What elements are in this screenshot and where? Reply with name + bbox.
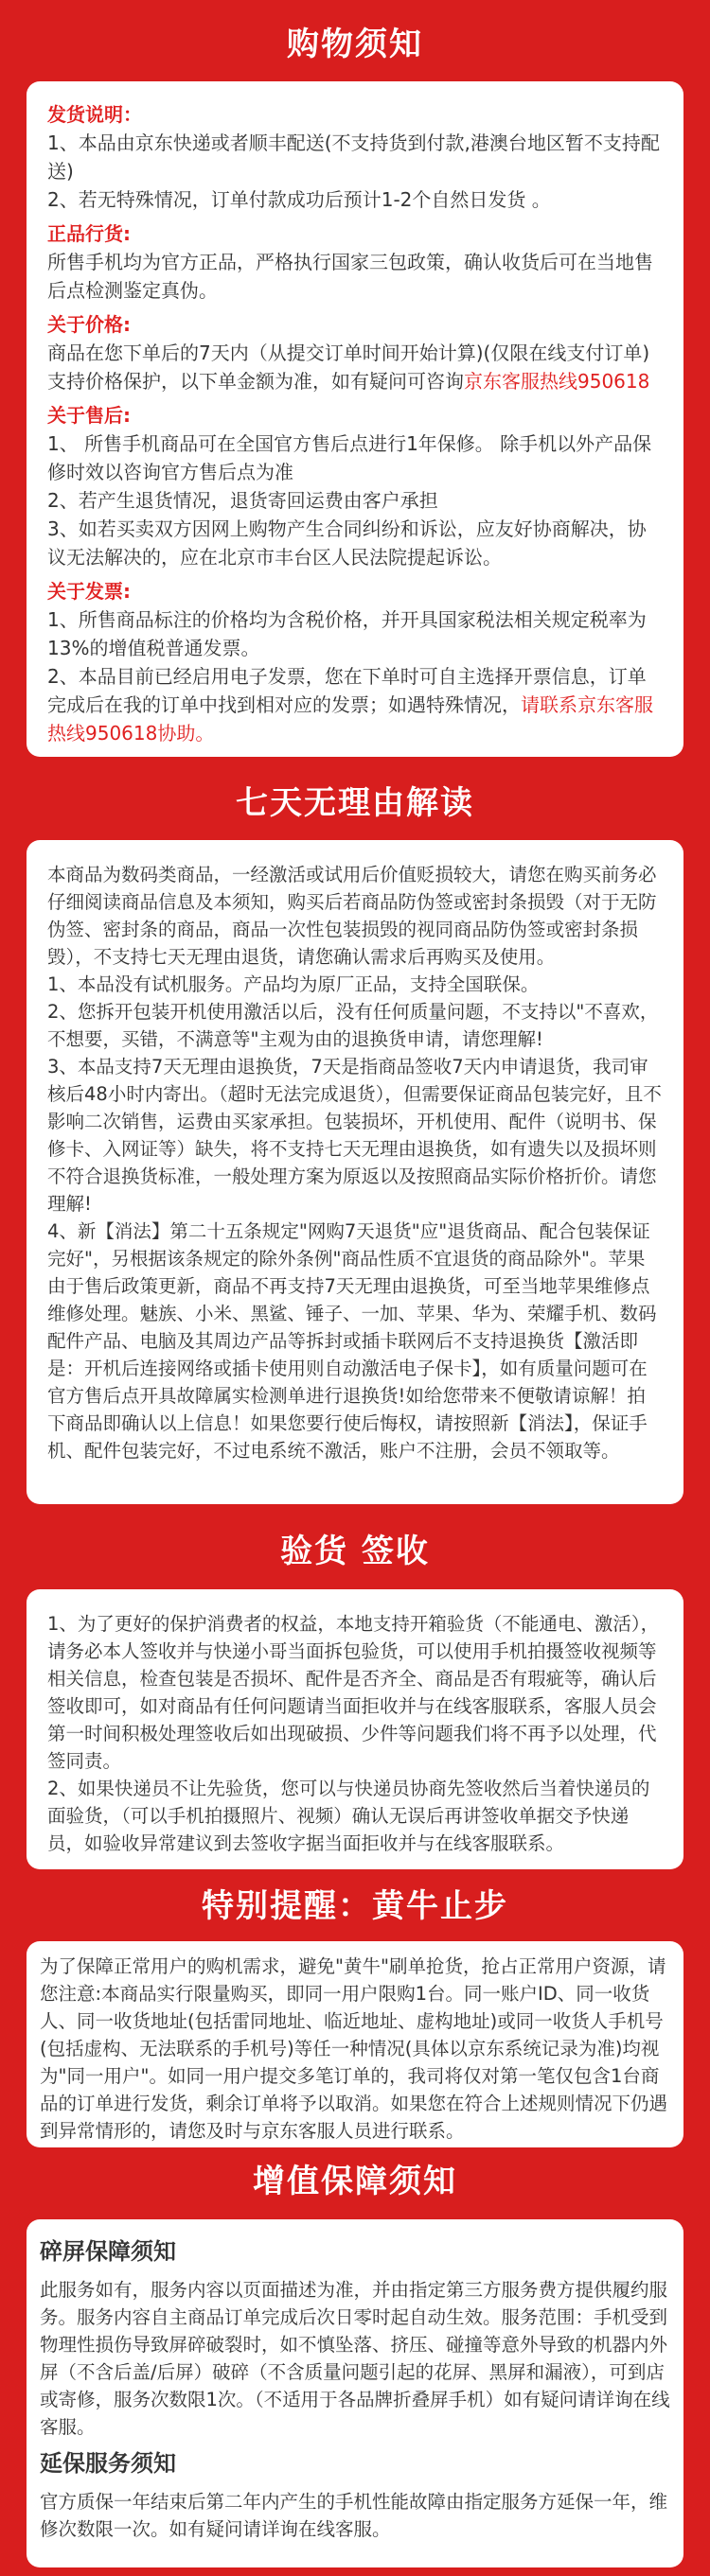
scalper-warning-title: 特别提醒：黄牛止步 bbox=[202, 1887, 508, 1925]
inspection-title: 验货 签收 bbox=[280, 1533, 430, 1570]
extended-warranty-text: 官方质保一年结束后第二年内产生的手机性能故障由指定服务方延保一年，维修次数限一次。如有疑问请详询在线客服。 bbox=[40, 2491, 668, 2540]
return-policy-title: 七天无理由解读 bbox=[236, 784, 474, 822]
price-text bbox=[47, 339, 663, 395]
return-item-1: 1、本品没有试机服务。产品均为原厂正品，支持全国联保。 bbox=[47, 973, 540, 995]
inspection-item-1: 1、为了更好的保护消费者的权益，本地支持开箱验货（不能通电、激活），请务必本人签收并与快递小哥当面拆包验货，可以使用手机拍摄签收视频等相关信息，检查包装是否损坏、配件是否齐全、商品是否有瑕疵等，确认后签收即可，如对商品有任何问题请当面拒收并与在线客服联系，客服人员会第一时间积极处理签收后如出现破损、少件等问题我们将不再予以处理，代签同责。 bbox=[47, 1613, 660, 1772]
return-policy-card bbox=[27, 840, 683, 1504]
aftersale-label: 关于售后: bbox=[47, 404, 131, 427]
price-text-body: 商品在您下单后的7天内（从提交订单时间开始计算)(仅限在线支付订单)支持价格保护，以下单金额为准，如有疑问可咨询 bbox=[47, 342, 650, 393]
price-label: 关于价格: bbox=[47, 313, 131, 336]
return-item-4: 4、新【消法】第二十五条规定"网购7天退货"应"退货商品、配合包装保证完好"，另根据该条规定的除外条例"商品性质不宜退货的商品除外"。苹果由于售后政策更新，商品不再支持7天无理由退换货，可至当地苹果维修点维修处理。魅族、小米、黑鲨、锤子、一加、苹果、华为、荣耀手机、数码配件产品、电脑及其周边产品等拆封或插卡联网后不支持退换货【激活即是：开机后连接网络或插卡使用则自动激活电子保卡】，如有质量问题可在官方售后点开具故障属实检测单进行退换货!如给您带来不便敬请谅解！拍下商品即确认以上信息！如果您要行使后悔权，请按照新【消法】，保证手机、配件包装完好，不过电系统不激活，账户不注册，会员不领取等。 bbox=[47, 1220, 657, 1462]
invoice-item-1: 1、所售商品标注的价格均为含税价格，并开具国家税法相关规定税率为13%的增值税普通发票。 bbox=[47, 608, 647, 659]
aftersale-item-3: 3、如若买卖双方因网上购物产生合同纠纷和诉讼，应友好协商解决，协议无法解决的，应在北京市丰台区人民法院提起诉讼。 bbox=[47, 517, 647, 569]
shipping-item-1: 1、本品由京东快递或者顺丰配送(不支持货到付款,港澳台地区暂不支持配送) bbox=[47, 131, 660, 183]
shopping-notice-title: 购物须知 bbox=[287, 26, 423, 63]
shopping-notice-card bbox=[27, 81, 683, 757]
invoice-item-2-body: 2、本品目前已经启用电子发票，您在下单时可自主选择开票信息，订单完成后在我的订单中找到相对应的发票；如遇特殊情况， bbox=[47, 665, 647, 716]
protection-card bbox=[27, 2219, 683, 2567]
screen-protection-text: 此服务如有，服务内容以页面描述为准，并由指定第三方服务费方提供履约服务。服务内容自主商品订单完成后次日零时起自动生效。服务范围：手机受到物理性损伤导致屏碎破裂时，如不慎坠落、挤压、碰撞等意外导致的机器内外屏（不含后盖/后屏）破碎（不含质量问题引起的花屏、黑屏和漏液），可到店或寄修，服务次数限1次。（不适用于各品牌折叠屏手机）如有疑问请详询在线客服。 bbox=[40, 2279, 670, 2438]
aftersale-item-1: 1、 所售手机商品可在全国官方售后点进行1年保修。 除手机以外产品保修时效以咨询官方售后点为准 bbox=[47, 432, 652, 483]
shipping-label: 发货说明： bbox=[47, 103, 142, 126]
return-intro: 本商品为数码类商品，一经激活或试用后价值贬损较大，请您在购买前务必仔细阅读商品信息及本须知，购买后若商品防伪签或密封条损毁（对于无防伪签、密封条的商品，商品一次性包装损毁的视同商品防伪签或密封条损毁），不支持七天无理由退货，请您确认需求后再购买及使用。 bbox=[47, 864, 657, 968]
price-hotline-link[interactable]: 京东客服热线950618 bbox=[464, 370, 650, 393]
return-item-2: 2、您拆开包装开机使用激活以后，没有任何质量问题，不支持以"不喜欢，不想要，买错，不满意等"主观为由的退换货申请，请您理解! bbox=[47, 1001, 659, 1050]
scalper-warning-text: 为了保障正常用户的购机需求，避免"黄牛"刷单抢货，抢占正常用户资源，请您注意:本商品实行限量购买，即同一用户限购1台。同一账户ID、同一收货人、同一收货地址(包括雷同地址、临近地址、虚构地址)或同一收货人手机号(包括虚构、无法联系的手机号)等任一种情况(具体以京东系统记录为准)均视为"同一用户"。如同一用户提交多笔订单的，我司将仅对第一笔仅包含1台商品的订单进行发货，剩余订单将予以取消。如果您在符合上述规则情况下仍遇到异常情形的，请您及时与京东客服人员进行联系。 bbox=[40, 1955, 668, 2142]
inspection-item-2: 2、如果快递员不让先验货，您可以与快递员协商先签收然后当着快递员的面验货，（可以手机拍摄照片、视频）确认无误后再讲签收单据交予快递员，如验收异常建议到去签收字据当面拒收并与在线客服联系。 bbox=[47, 1778, 650, 1854]
genuine-text: 所售手机均为官方正品，严格执行国家三包政策，确认收货后可在当地售后点检测鉴定真伪。 bbox=[47, 251, 653, 302]
scalper-warning-card bbox=[27, 1941, 683, 2147]
protection-title: 增值保障须知 bbox=[253, 2163, 457, 2200]
invoice-item-2 bbox=[47, 662, 663, 747]
extended-warranty-heading: 延保服务须知 bbox=[40, 2450, 176, 2477]
genuine-label: 正品行货: bbox=[47, 222, 131, 245]
invoice-label: 关于发票: bbox=[47, 580, 131, 603]
shipping-item-2: 2、若无特殊情况，订单付款成功后预计1-2个自然日发货 。 bbox=[47, 188, 551, 211]
return-item-3: 3、本品支持7天无理由退换货，7天是指商品签收7天内申请退货，我司审核后48小时内寄出。（超时无法完成退货），但需要保证商品包装完好，且不影响二次销售，运费由买家承担。包装损坏，开机使用、配件（说明书、保修卡、入网证等）缺失，将不支持七天无理由退换货，如有遗失以及损坏则不符合退换货标准，一般处理方案为原返以及按照商品实际价格折价。请您理解! bbox=[47, 1056, 662, 1215]
screen-protection-heading: 碎屏保障须知 bbox=[40, 2238, 176, 2265]
invoice-hotline-link[interactable]: 请联系京东客服热线950618协助。 bbox=[47, 693, 653, 745]
aftersale-item-2: 2、若产生退货情况，退货寄回运费由客户承担 bbox=[47, 489, 438, 512]
inspection-card bbox=[27, 1589, 683, 1869]
